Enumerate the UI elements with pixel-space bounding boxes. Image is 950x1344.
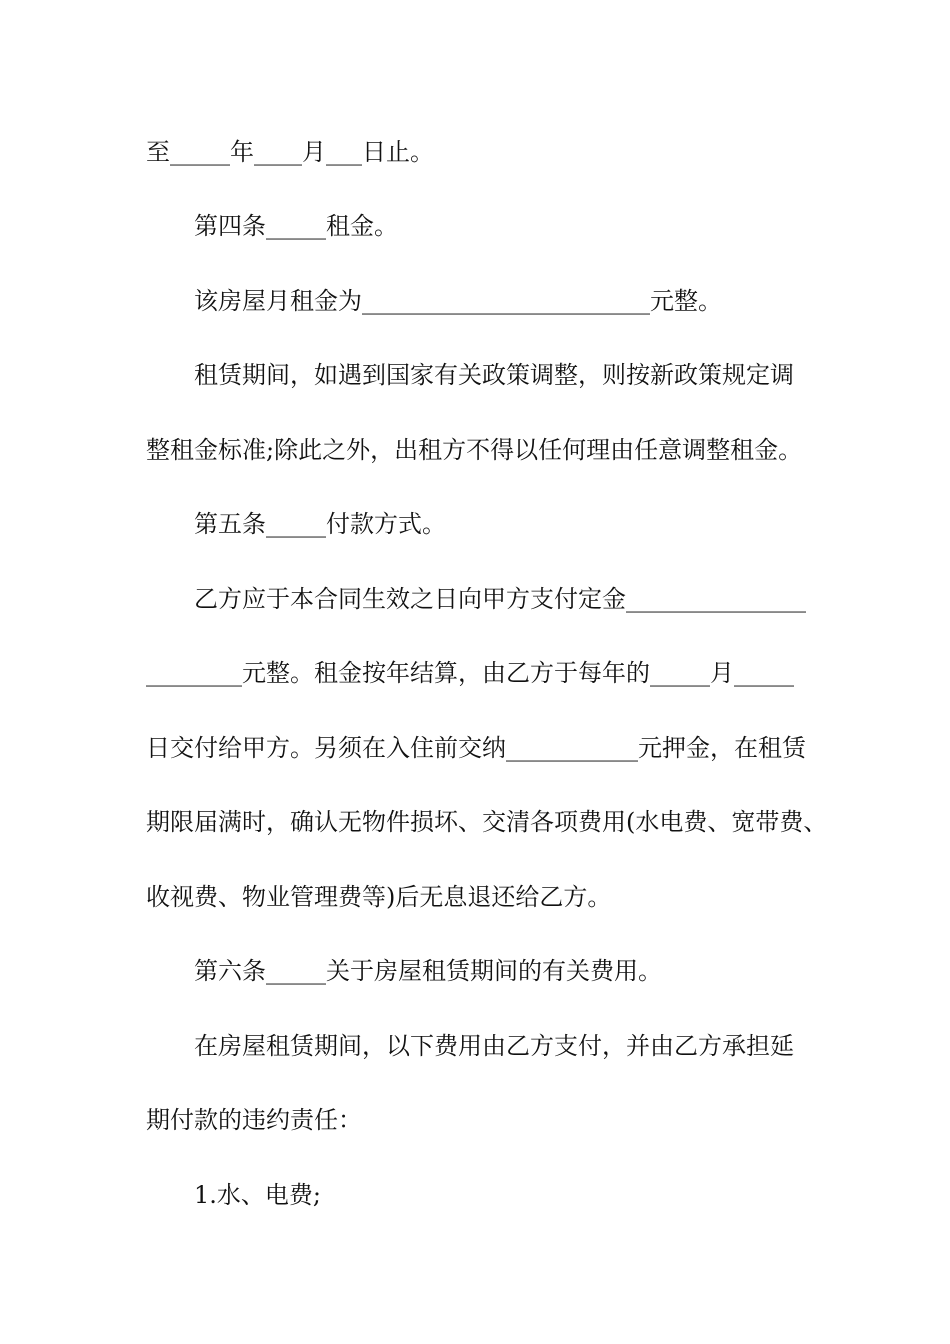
article-heading: 第六条_____关于房屋租赁期间的有关费用。 [194, 957, 662, 985]
paragraph-line: 整租金标准;除此之外，出租方不得以任何理由任意调整租金。 [146, 436, 803, 464]
paragraph-line: 在房屋租赁期间，以下费用由乙方支付，并由乙方承担延 [194, 1032, 794, 1060]
article-heading: 第四条_____租金。 [194, 212, 398, 240]
paragraph-line: 日交付给甲方。另须在入住前交纳___________元押金，在租赁 [146, 734, 806, 762]
paragraph-line: 期付款的违约责任： [146, 1106, 362, 1134]
list-item: 1.水、电费; [194, 1181, 321, 1209]
article-heading: 第五条_____付款方式。 [194, 510, 446, 538]
paragraph-line: 至_____年____月___日止。 [146, 138, 434, 166]
paragraph-line: 租赁期间，如遇到国家有关政策调整，则按新政策规定调 [194, 361, 794, 389]
paragraph-line: 该房屋月租金为________________________元整。 [194, 287, 722, 315]
paragraph-line: 乙方应于本合同生效之日向甲方支付定金_______________ [194, 585, 806, 613]
paragraph-line: 收视费、物业管理费等)后无息退还给乙方。 [146, 883, 612, 911]
paragraph-line: 期限届满时，确认无物件损坏、交清各项费用(水电费、宽带费、 [146, 808, 828, 836]
paragraph-line: ________元整。租金按年结算，由乙方于每年的_____月_____ [146, 659, 794, 687]
